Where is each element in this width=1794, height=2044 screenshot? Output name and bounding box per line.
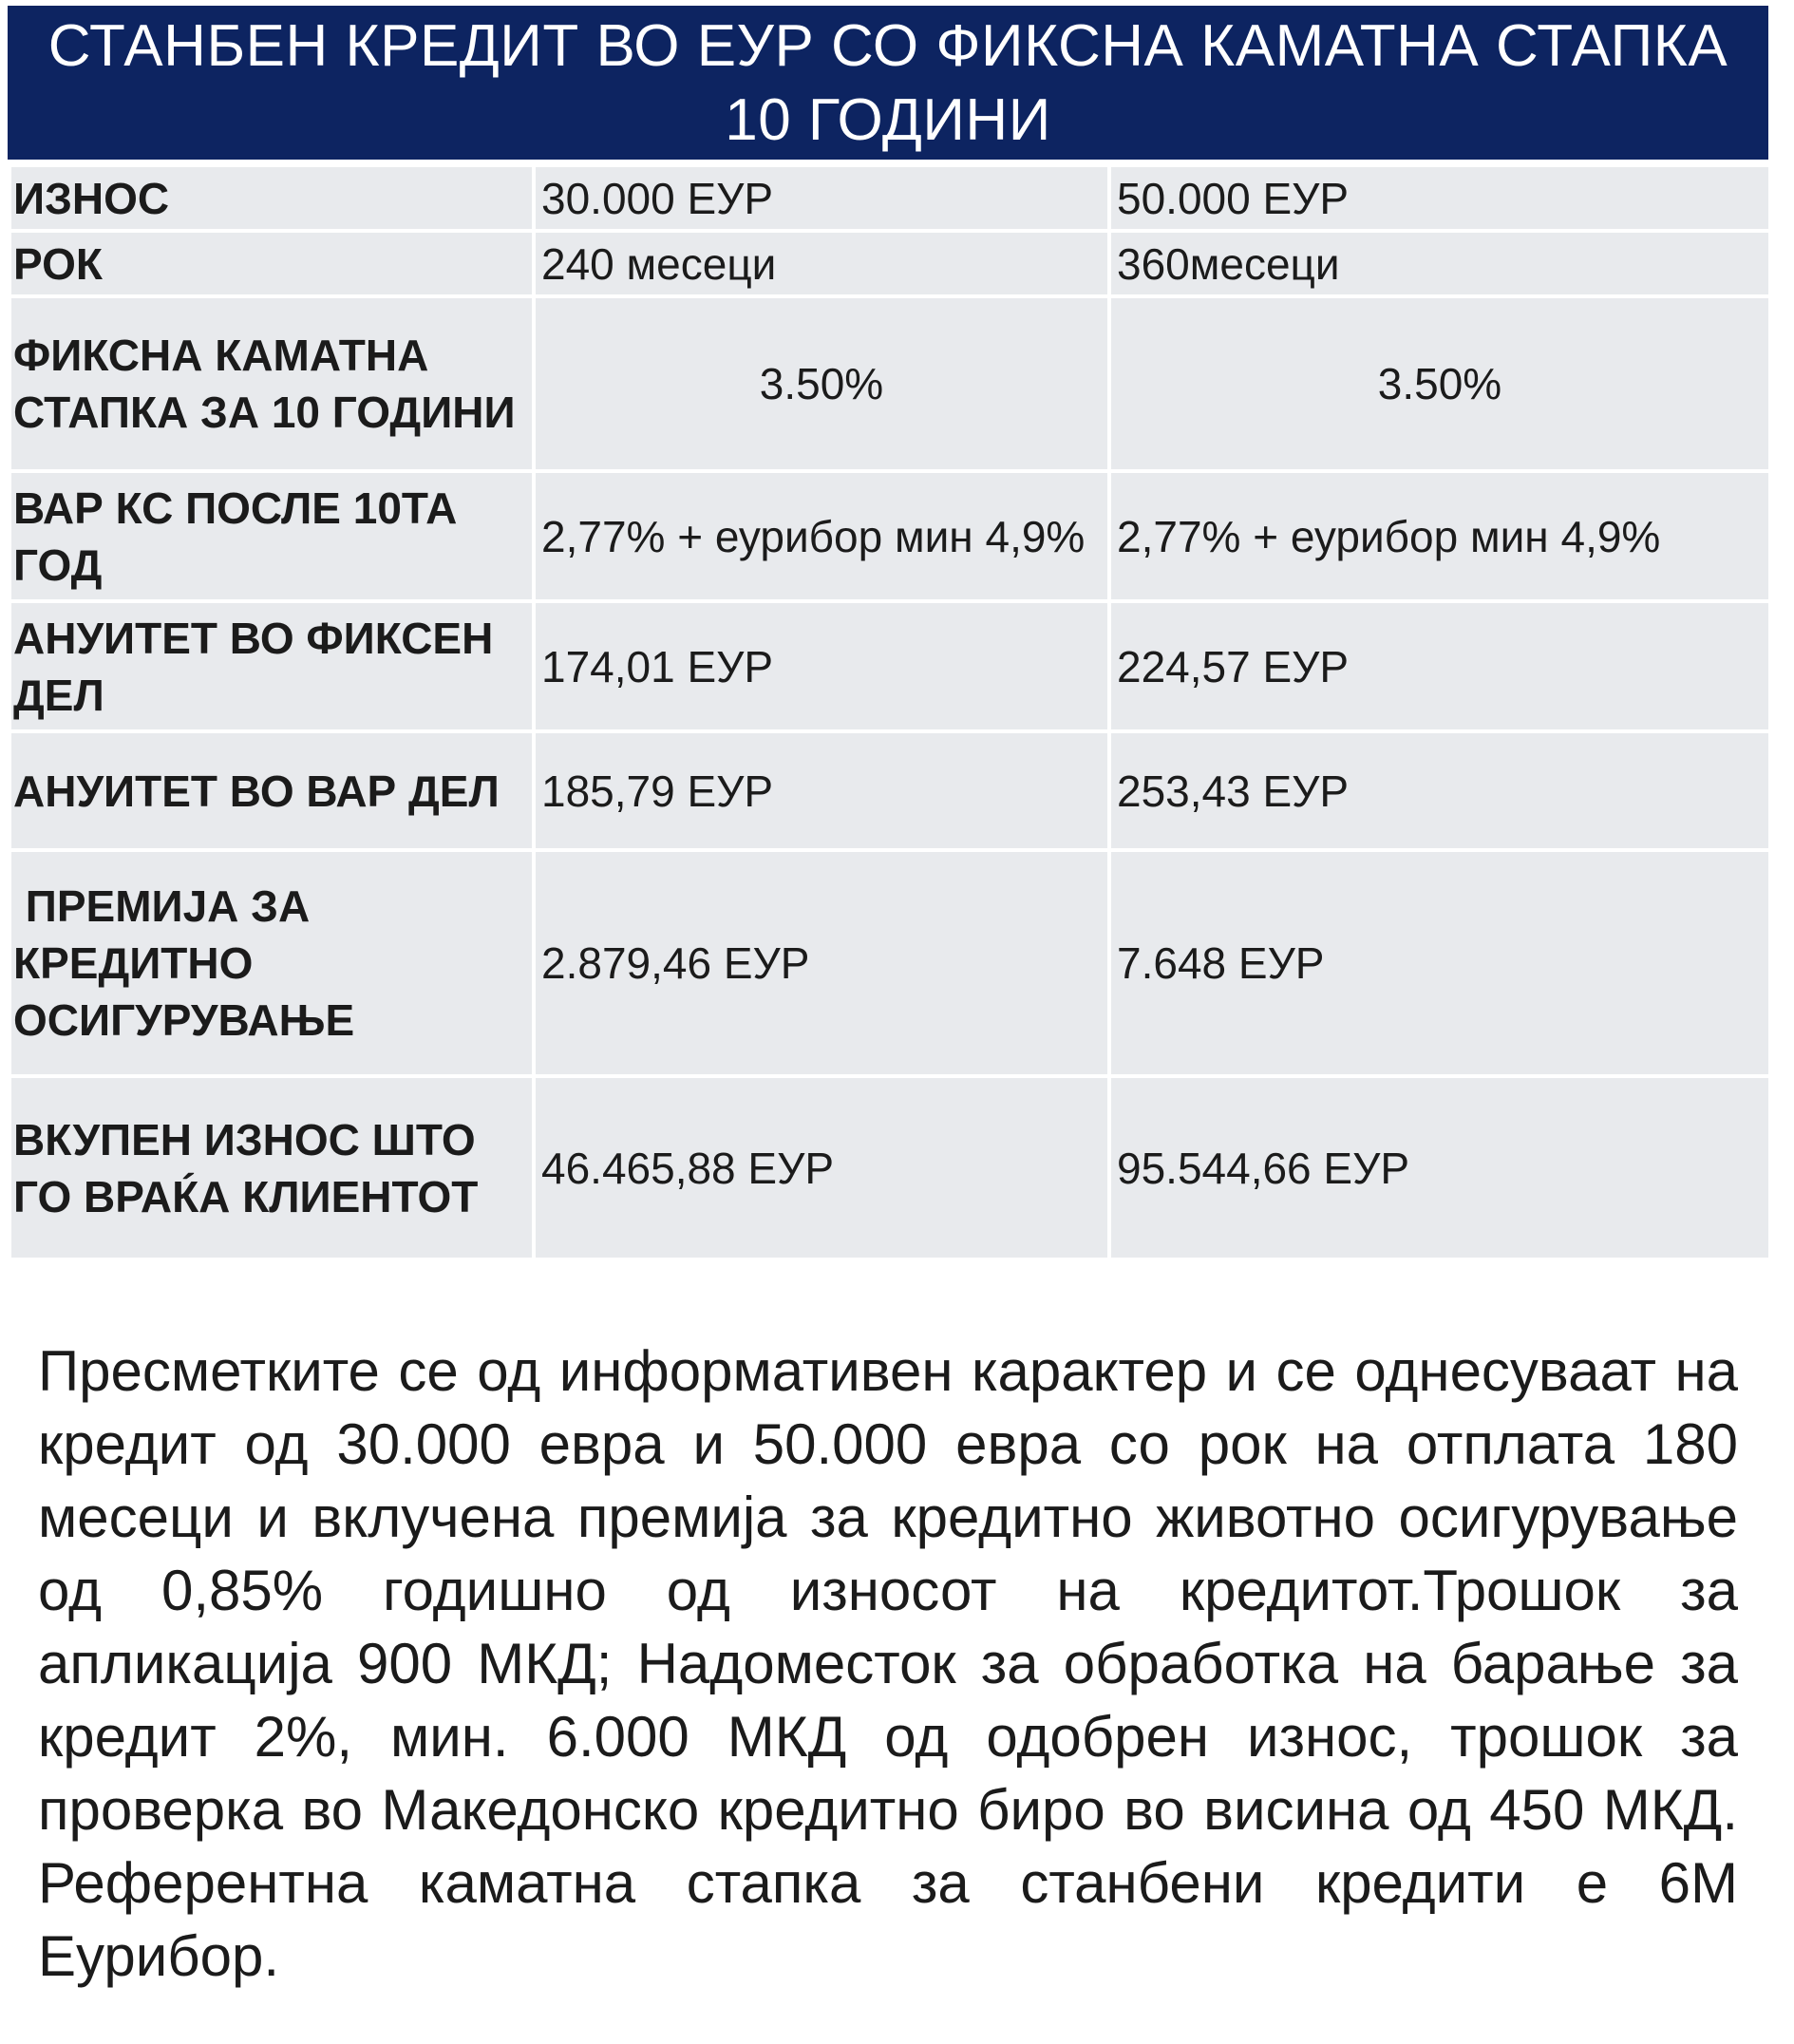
row-label: ФИКСНА КАМАТНА СТАПКА ЗА 10 ГОДИНИ [9, 296, 534, 471]
cell-option-1: 240 месеци [534, 231, 1109, 296]
table-row-fixed-rate [9, 296, 1770, 471]
offer-title-line-2: 10 ГОДИНИ [725, 87, 1051, 153]
cell-option-1: 30.000 ЕУР [534, 165, 1109, 231]
table-row-term [9, 231, 1770, 296]
cell-option-1: 2,77% + еурибор мин 4,9% [534, 471, 1109, 601]
row-label: ИЗНОС [9, 165, 534, 231]
cell-option-1: 185,79 ЕУР [534, 731, 1109, 850]
table-row-amount [9, 165, 1770, 231]
cell-option-2: 253,43 ЕУР [1109, 731, 1770, 850]
cell-option-2: 3.50% [1109, 296, 1770, 471]
cell-option-2: 360месеци [1109, 231, 1770, 296]
cell-option-2: 2,77% + еурибор мин 4,9% [1109, 471, 1770, 601]
row-label: ВКУПЕН ИЗНОС ШТО ГО ВРАЌА КЛИЕНТОТ [9, 1076, 534, 1259]
cell-option-2: 50.000 ЕУР [1109, 165, 1770, 231]
cell-option-2: 95.544,66 ЕУР [1109, 1076, 1770, 1259]
table-row-annuity-variable [9, 731, 1770, 850]
cell-option-1: 3.50% [534, 296, 1109, 471]
loan-offer-sheet [8, 6, 1768, 1261]
loan-terms-table [8, 163, 1772, 1261]
table-row-annuity-fixed [9, 601, 1770, 731]
table-row-total-repayment [9, 1076, 1770, 1259]
row-label: ПРЕМИЈА ЗА КРЕДИТНО ОСИГУРУВАЊЕ [9, 850, 534, 1076]
cell-option-2: 7.648 ЕУР [1109, 850, 1770, 1076]
table-row-insurance-premium [9, 850, 1770, 1076]
cell-option-1: 174,01 ЕУР [534, 601, 1109, 731]
row-label: АНУИТЕТ ВО ВАР ДЕЛ [9, 731, 534, 850]
row-label: РОК [9, 231, 534, 296]
row-label: ВАР КС ПОСЛЕ 10ТА ГОД [9, 471, 534, 601]
offer-title [8, 6, 1768, 163]
table-row-variable-rate [9, 471, 1770, 601]
cell-option-2: 224,57 ЕУР [1109, 601, 1770, 731]
disclaimer-text: Пресметките се од информативен карактер и се однесуваат на кредит од 30.000 евра и 50.000 евра со рок на отплата 180 месеци и вклучена премија за кредитно животно осигурување од 0,85% годишно од износот на кредитот.Трошок за апликација 900 МКД; Надоместок за обработка на барање за кредит 2%, мин. 6.000 МКД од одобрен износ, трошок за проверка во Македонско кредитно биро во висина од 450 МКД. Референтна каматна стапка за станбени кредити е 6М Еурибор. [38, 1339, 1738, 1988]
cell-option-1: 46.465,88 ЕУР [534, 1076, 1109, 1259]
cell-option-1: 2.879,46 ЕУР [534, 850, 1109, 1076]
row-label: АНУИТЕТ ВО ФИКСЕН ДЕЛ [9, 601, 534, 731]
offer-title-line-1: СТАНБЕН КРЕДИТ ВО ЕУР СО ФИКСНА КАМАТНА СТАПКА [47, 13, 1728, 79]
